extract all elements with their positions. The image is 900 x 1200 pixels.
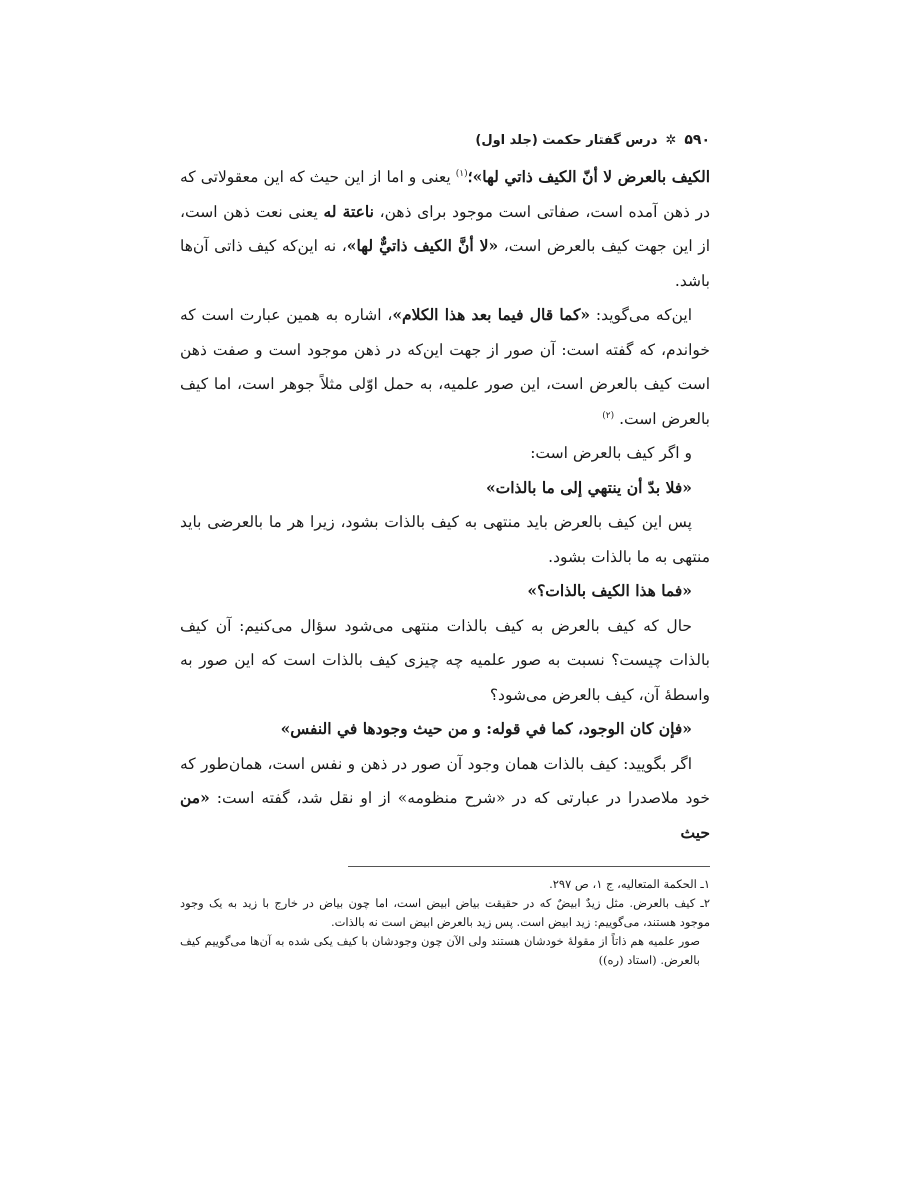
paragraph-text: یعنی و اما از این حیث که این معقولاتی که در ذهن آمده است، صفاتی است موجود برای ذهن، [180,168,711,221]
book-title: درس گفتار حکمت (جلد اول) [475,132,658,148]
arabic-quote: «لا أنَّ الكيف ذاتيٌّ لها» [346,236,499,255]
paragraph-text: ، نه این‌که کیف ذاتی آن‌ها باشد. [180,237,710,290]
paragraph-text: این‌که می‌گوید: [590,306,693,324]
footnote-separator [348,866,710,867]
running-header [180,120,710,160]
arabic-quote-line-1: «فلا بدّ أن ينتهي إلى ما بالذات» [485,477,692,497]
book-page [180,120,710,970]
paragraph-text: اگر بگویید: کیف بالذات همان وجود آن صور در ذهن و نفس است، همان‌طور که خود ملاصدرا در عبارتی که در «شرح منظومه» از او نقل شد، گفته است: [180,754,710,807]
paragraph-text: یعنی نعت ذهن است، از این جهت کیف بالعرض است، [180,202,710,255]
footnote-ref-2: (۲) [602,410,615,421]
arabic-quote: ناعتة له [323,201,374,221]
footnote-ref-1: (۱) [455,168,468,179]
paragraph-5: حال که کیف بالعرض به کیف بالذات منتهی می‌شود سؤال می‌کنیم: آن کیف بالذات چیست؟ نسبت به صور علمیه چه چیزی کیف بالذات است که این صور به واسطهٔ آن، کیف بالعرض می‌شود؟ [180,616,710,704]
paragraph-4: پس این کیف بالعرض باید منتهی به کیف بالذات بشود، زیرا هر ما بالعرضی باید منتهی به ما بالذات بشود. [180,513,710,566]
paragraph-6 [180,747,710,851]
main-text [180,160,710,850]
arabic-quote: «كما قال فيما بعد هذا الكلام» [392,305,591,324]
arabic-quote: الكيف بالعرض لا أنّ الكيف ذاتي لها»؛ [467,167,710,186]
paragraph-3: و اگر کیف بالعرض است: [530,444,692,462]
paragraph-1 [180,160,710,298]
arabic-quote-line-3: «فإن كان الوجود، كما في قوله: و من حيث وجودها في النفس» [280,719,692,738]
footnote-2-continued: صور علمیه هم ذاتاً از مقولهٔ خودشان هستند ولی الآن چون وجودشان با کیف یکی شده به آن‌ها می‌گوییم کیف بالعرض. (استاد (ره)) [180,934,700,967]
arabic-quote: «من حيث [180,788,710,842]
footnote-2: ۲ـ کیف بالعرض. مثل زیدٌ ابیضٌ که در حقیقت بیاض ابیض است، اما چون بیاض در خارج با زید به یک وجود موجود هستند، می‌گوییم: زید ابیض است. پس زید بالعرض ابیض است نه بالذات. [180,896,710,929]
paragraph-2 [180,298,710,436]
flower-ornament-icon: ✲ [665,132,677,148]
footnote-1: ۱ـ الحكمة المتعاليه، ج ۱، ص ۲۹۷. [549,877,710,891]
footnotes [180,875,710,970]
arabic-quote-line-2: «فما هذا الكيف بالذات؟» [527,581,692,600]
page-number: ۵۹۰ [684,132,710,148]
paragraph-text: ، اشاره به همین عبارت است که خواندم، که گفته است: آن صور از جهت این‌که در ذهن موجود است و صفت ذهن است کیف بالعرض است، این صور علمیه، به حمل اوّلی مثلاً جوهر است، اما کیف بالعرض است. [180,306,710,428]
